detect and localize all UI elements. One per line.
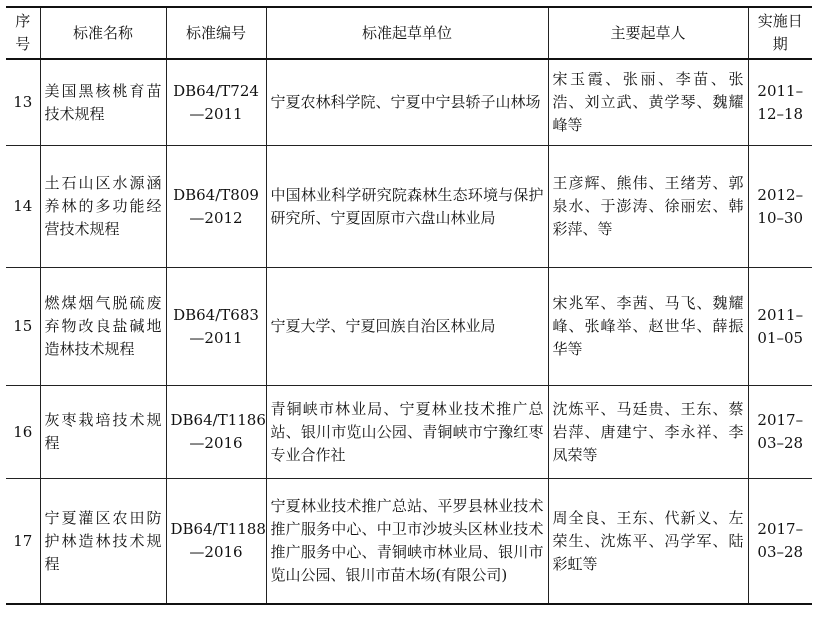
header-unit: 标准起草单位	[266, 7, 548, 59]
cell-no: 16	[6, 386, 40, 479]
cell-name: 灰枣栽培技术规程	[40, 386, 166, 479]
header-name: 标准名称	[40, 7, 166, 59]
table-header	[6, 7, 812, 59]
table-row	[6, 146, 812, 268]
cell-authors: 宋玉霞、张丽、李苗、张浩、刘立武、黄学琴、魏耀峰等	[548, 59, 748, 146]
cell-unit: 宁夏大学、宁夏回族自治区林业局	[266, 268, 548, 386]
cell-date: 2011–12–18	[748, 59, 812, 146]
cell-name: 燃煤烟气脱硫废弃物改良盐碱地造林技术规程	[40, 268, 166, 386]
header-authors: 主要起草人	[548, 7, 748, 59]
header-code: 标准编号	[166, 7, 266, 59]
table-row	[6, 59, 812, 146]
header-no: 序号	[6, 7, 40, 59]
header-date: 实施日期	[748, 7, 812, 59]
cell-authors: 王彦辉、熊伟、王绪芳、郭泉水、于澎涛、徐丽宏、韩彩萍、等	[548, 146, 748, 268]
cell-authors: 宋兆军、李茜、马飞、魏耀峰、张峰举、赵世华、薛振华等	[548, 268, 748, 386]
cell-date: 2017–03–28	[748, 479, 812, 605]
cell-code: DB64/T809—2012	[166, 146, 266, 268]
cell-no: 13	[6, 59, 40, 146]
header-row	[6, 7, 812, 59]
cell-name: 美国黑核桃育苗技术规程	[40, 59, 166, 146]
table-row	[6, 386, 812, 479]
cell-unit: 中国林业科学研究院森林生态环境与保护研究所、宁夏固原市六盘山林业局	[266, 146, 548, 268]
cell-name: 土石山区水源涵养林的多功能经营技术规程	[40, 146, 166, 268]
table-row	[6, 479, 812, 605]
cell-no: 17	[6, 479, 40, 605]
cell-code: DB64/T1186—2016	[166, 386, 266, 479]
cell-unit: 青铜峡市林业局、宁夏林业技术推广总站、银川市览山公园、青铜峡市宁豫红枣专业合作社	[266, 386, 548, 479]
cell-no: 14	[6, 146, 40, 268]
cell-authors: 沈炼平、马廷贵、王东、蔡岩萍、唐建宁、李永祥、李凤荣等	[548, 386, 748, 479]
cell-code: DB64/T683—2011	[166, 268, 266, 386]
cell-name: 宁夏灌区农田防护林造林技术规程	[40, 479, 166, 605]
standards-table	[6, 6, 812, 605]
cell-date: 2012–10–30	[748, 146, 812, 268]
table-body	[6, 59, 812, 604]
cell-no: 15	[6, 268, 40, 386]
table-row	[6, 268, 812, 386]
cell-authors: 周全良、王东、代新义、左荣生、沈炼平、冯学军、陆彩虹等	[548, 479, 748, 605]
cell-unit: 宁夏农林科学院、宁夏中宁县轿子山林场	[266, 59, 548, 146]
cell-code: DB64/T1188—2016	[166, 479, 266, 605]
cell-unit: 宁夏林业技术推广总站、平罗县林业技术推广服务中心、中卫市沙坡头区林业技术推广服务中心、青铜峡市林业局、银川市览山公园、银川市苗木场(有限公司)	[266, 479, 548, 605]
cell-date: 2011–01–05	[748, 268, 812, 386]
cell-code: DB64/T724—2011	[166, 59, 266, 146]
cell-date: 2017–03–28	[748, 386, 812, 479]
